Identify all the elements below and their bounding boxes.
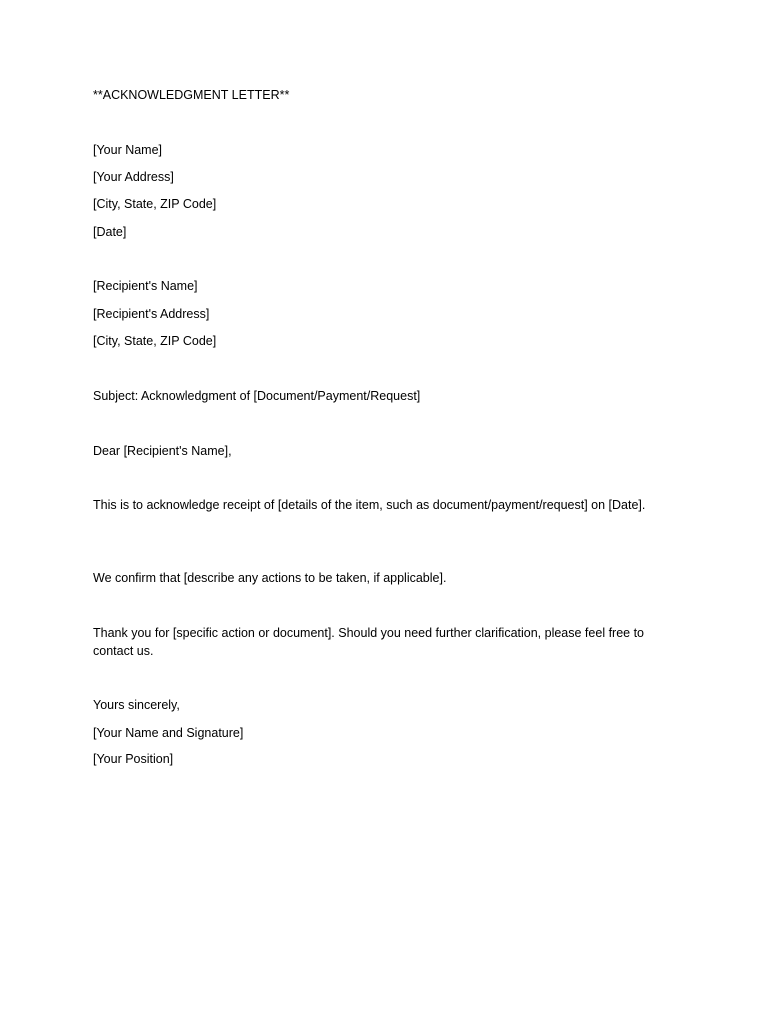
recipient-name: [Recipient's Name] bbox=[93, 279, 198, 293]
sender-address: [Your Address] bbox=[93, 170, 174, 184]
body-paragraph-1: This is to acknowledge receipt of [details of the item, such as document/payment/request] on [Date]. bbox=[93, 498, 646, 512]
body-paragraph-3: Thank you for [specific action or document]. Should you need further clarification, please feel free to contact us. bbox=[93, 626, 645, 658]
recipient-city-state-zip: [City, State, ZIP Code] bbox=[93, 334, 217, 348]
recipient-address: [Recipient's Address] bbox=[93, 307, 210, 321]
body-paragraph-2: We confirm that [describe any actions to be taken, if applicable]. bbox=[93, 571, 447, 585]
signature-line: [Your Name and Signature] bbox=[93, 726, 244, 740]
letter-title: **ACKNOWLEDGMENT LETTER** bbox=[93, 88, 290, 102]
subject-line: Subject: Acknowledgment of [Document/Payment/Request] bbox=[93, 389, 421, 403]
closing: Yours sincerely, bbox=[93, 698, 180, 712]
letter-date: [Date] bbox=[93, 225, 127, 239]
sender-name: [Your Name] bbox=[93, 143, 163, 157]
salutation: Dear [Recipient's Name], bbox=[93, 444, 232, 458]
position-line: [Your Position] bbox=[93, 752, 174, 766]
sender-city-state-zip: [City, State, ZIP Code] bbox=[93, 197, 217, 211]
